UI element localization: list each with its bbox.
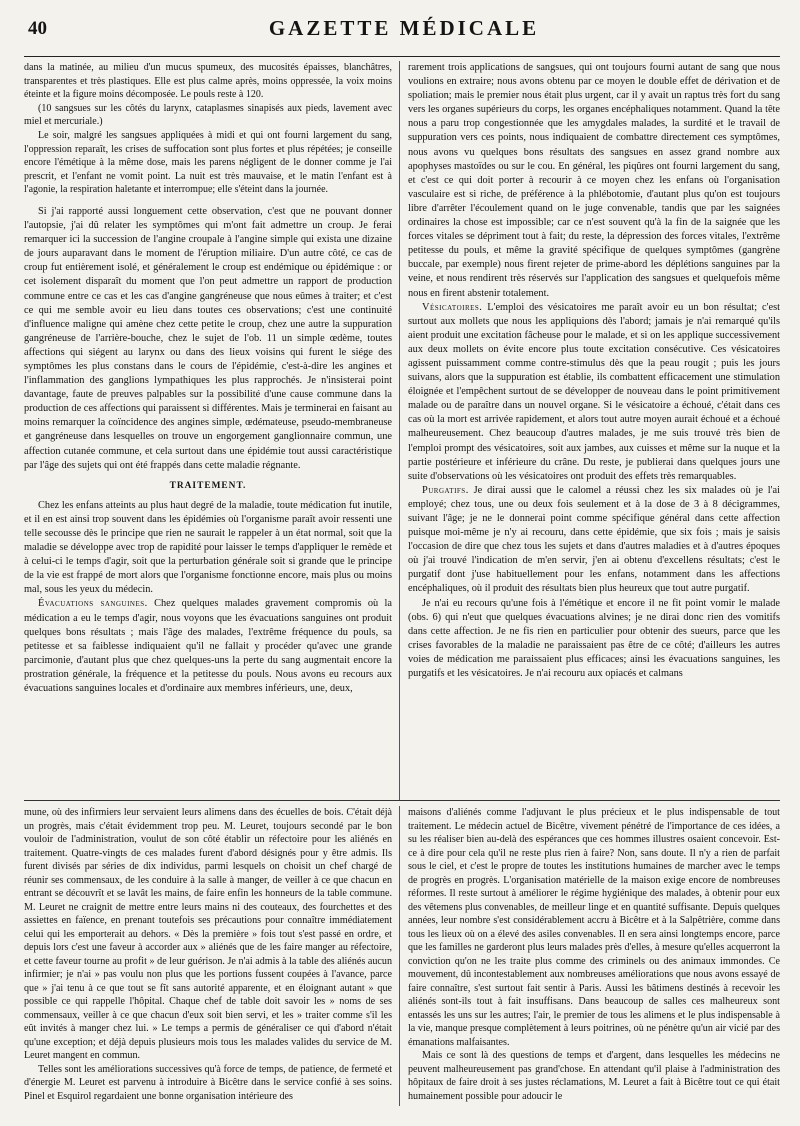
paragraph-text: L'emploi des vésicatoires me paraît avoir eu un bon résultat; c'est surtout aux mollets que nous les appliquions dès l'abord; jamais je n'ai remarqué qu'ils aient produit une excitation fâcheuse pour le malade, et si on les applique successivement aux deux mollets on évite encore plus toute excitation consécutive. Ces vésicatoires agissent puissamment comme contre-stimulus dès que la peau rougit ; puis les jours suivans, alors que la suppuration est établie, ils combattent efficacement une stimulation éloignée et l'empêchent surtout de se développer de nouveau dans le point primitivement malade ou de paraître dans un nouvel organe. Si le vésicatoire a échoué, c'était dans ces cas où la mort est arrivée rapidement, et alors tout autre moyen aurait échoué et a échoué malheureusement. Chez beaucoup d'autres malades, je me suis trouvé très bien de l'emploi prompt des vésicatoires, soit aux jambes, aux cuisses et même sur la nuque et la partie postérieure et inférieure du crâne. Du reste, je publierai dans quelques jours une suite d'observations où les vésicatoires ont produit des effets très remarquables. — [408, 301, 780, 482]
header-rule — [24, 56, 780, 57]
paragraph: Mais ce sont là des questions de temps et d'argent, dans lesquelles les médecins ne peuvent malheureusement pas grand'chose. En attendant qu'il plaise à l'administration des hôpitaux de faire droit à ses justes réclamations, M. Leuret a fait à Bicêtre tout ce qui était humainement possible pour adoucir le — [408, 1050, 780, 1102]
paragraph: Telles sont les améliorations successives qu'à force de temps, de patience, de fermeté et d'énergie M. Leuret est parvenu à introduire à Bicêtre dans le service confié à ses soins. Pinel et Esquirol regardaient une bonne organisation intérieure des — [24, 1063, 392, 1102]
column-top-left — [24, 61, 392, 696]
journal-title: GAZETTE MÉDICALE — [268, 16, 540, 40]
section-heading: TRAITEMENT. — [169, 480, 247, 491]
paragraph-text: Je dirai aussi que le calomel a réussi chez les six malades où je l'ai employé; chez tous, une ou deux fois seulement et à la dose de 3 à 8 décigrammes, suivant l'âge; je ne le donnerai point comme spécifique général dans cette affection puisque moi-même je n'y ai recouru, dans cette épidémie, que six fois ; mais je saisis l'occasion de dire que chez tous les sujets et dans d'autres maladies et à d'autres époques où j'ai trouvé l'indication de m'en servir, j'en ai obtenu d'excellens résultats; c'est le purgatif dont j'use habituellement pour les enfans, notamment dans les affections encéphaliques, où il produit des résultats bien plus heureux que tout autre purgatif. — [408, 484, 780, 595]
page-number: 40 — [28, 18, 47, 39]
column-divider — [399, 61, 400, 801]
paragraph: Si j'ai rapporté aussi longuement cette observation, c'est que ne pouvant donner l'autopsie, j'ai dû relater les symptômes qui m'ont fait admettre un croup. Je ferai remarquer ici la succession de l'angine croupale à l'angine simple qui exista une dizaine de jours auparavant dans le moment de l'éruption miliaire. D'un autre côté, ce cas de croup fut entièrement isolé, et généralement le croup est endémique ou épidémique : or cet isolement disparaît du moment que l'on peut admettre un rapport de production commune entre ce cas et les cas d'angine gangréneuse que nous eûmes à traiter; et c'est ce qui me semble avoir eu lieu dans toutes ces observations; c'est une continuité d'influence maligne qui amène chez cette petite le croup, chez une autre la suppuration gangréneuse de l'arrière-bouche, chez le sujet de l'ob. 11 un simple œdème, toutes affections qui siégent au larynx ou dans des lieux voisins qui furent le siége des symptômes les plus constans dans le cours de l'épidémie, c'est-à-dire les angines et l'inflammation des ganglions lympathiques les plus rapprochés. Je n'insisterai point davantage, faute de preuves palpables sur la possibilité d'une cause commune dans la production de ces affections qui paraissent si différentes. Mais je terminerai en faisant au moins remarquer la coïncidence des angines simple, œdémateuse, pseudo-membraneuse et gangréneuse dans lesquelles on trouve un engorgement ganglionnaire commun, une affection cutanée commune, et cela surtout dans une épidémie tout aussi caractéristique par l'âge des sujets qui ont été frappés dans cette maladie régnante. — [24, 205, 392, 471]
run-in-heading: Vésicatoires. — [422, 301, 483, 313]
paragraph: maisons d'aliénés comme l'adjuvant le plus précieux et le plus indispensable de tout traitement. Le médecin actuel de Bicêtre, vivement pénétré de l'importance de ces idées, a su les réaliser bien au-delà des espérances que ces hommes illustres osaient concevoir. Est-ce à dire pour cela qu'il ne reste plus rien à faire? Non, sans doute. Il n'y a rien de parfait sous le ciel, et c'est le propre de toutes les institutions humaines de marcher avec le temps de progrès en progrès. L'organisation matérielle de la maison exige encore de nombreuses réformes. Il reste surtout à améliorer le régime hygiénique des malades, à obtenir pour eux des vêtemens plus convenables, de meilleur linge et en quantité suffisante. Depuis quelques années, leur nombre s'est considérablement accru à Bicêtre et à la Salpêtrière, comme dans tous les lieux où on a élevé des asiles convenables. Il en sera ainsi longtemps encore, parce que les familles ne garderont plus leurs malades près d'elles, à mesure qu'elles acquerront la conviction qu'on ne les traite plus comme des criminels ou des animaux immondes. Ce mouvement, dû incontestablement aux nombreuses améliorations que nous avons essayé de faire connaître, s'est surtout fait sentir à Paris. Aussi les bâtimens destinés à recevoir les aliénés sont-ils tout à fait insuffisans. Dans beaucoup de salles ces malheureux sont entassés les uns sur les autres; l'air, le premier de tous les alimens et le plus indispensable à la vie, manque presque complètement à leurs poitrines, où ne pénètre qu'un air vicié par des émanations malfaisantes. — [408, 807, 780, 1048]
run-in-heading: Purgatifs. — [422, 484, 469, 496]
paragraph: Chez les enfans atteints au plus haut degré de la maladie, toute médication fut inutile, et il en est ainsi trop souvent dans les épidémies où l'organisme paraît avoir ressenti une telle secousse dès le principe que rien ne saurait le rappeler à un état normal, soit que la maladie se développe avec trop de rapidité pour laisser le temps d'appliquer le remède et à celui-ci le temps d'agir, soit que la perturbation générale soit si grande que le principe de la vie est frappé de mort alors que l'organisme fonctionne encore, mais plus ou moins mal, sous les yeux du médecin. — [24, 499, 392, 596]
run-in-heading: Évacuations sanguines. — [38, 598, 148, 610]
column-divider — [399, 806, 400, 1106]
paragraph: dans la matinée, au milieu d'un mucus spumeux, des mucosités épaisses, blanchâtres, transparentes et très plastiques. Elle est plus calme après, moins oppressée, la voix moins éteinte et la figure moins décomposée. Le pouls reste à 120. — [24, 62, 392, 101]
paragraph-text: Chez quelques malades gravement compromis où la médication a eu le temps d'agir, nous voyons que les évacuations sanguines ont produit quelques bons résultats ; mais l'âge des malades, l'extrême fréquence du pouls, sa petitesse et sa faiblesse indiquaient qu'il ne fallait y procéder qu'avec une grande parcimonie, d'autant plus que chez quelques-uns la perte du sang augmentait encore la prostration générale, la fréquence et la petitesse du pouls. Nous avons eu recours aux évacuations sanguines locales et d'ordinaire aux membres inférieurs, une, deux, — [24, 598, 392, 695]
column-top-right — [408, 61, 780, 681]
section-divider — [24, 800, 780, 801]
paragraph: Le soir, malgré les sangsues appliquées à midi et qui ont fourni largement du sang, l'oppression reparaît, les crises de suffocation sont plus fortes et plus répétées; je conseille encore l'émétique à la même dose, mais les parens négligent de le donner comme je l'ai prescrit, et l'enfant ne vomit point. La nuit est très mauvaise, et le matin l'enfant est à l'agonie, la respiration haletante et interrompue; elle s'éteint dans la journée. — [24, 129, 392, 196]
column-bottom-left — [24, 806, 392, 1103]
paragraph — [408, 484, 780, 597]
paragraph: (10 sangsues sur les côtés du larynx, cataplasmes sinapisés aux pieds, lavement avec miel et mercuriale.) — [24, 102, 392, 128]
column-bottom-right — [408, 806, 780, 1103]
paragraph — [408, 301, 780, 484]
paragraph: rarement trois applications de sangsues, qui ont toujours fourni autant de sang que nous voulions en extraire; nous avons obtenu par ce moyen le double effet de dérivation et de spoliation; mais le premier nous était plus urgent, car il y avait un raptus très fort du sang vers les organes supérieurs du corps, les organes encéphaliques notamment. Quand la tête nous a paru trop congestionnée que les amygdales malades, la surdité et le travail de suppuration vers ces points, nous indiquaient de combattre directement ces symptômes, nous avons vu quelques bons résultats des sangsues en assez grand nombre aux apophyses mastoïdes ou sur le cou. En général, les piqûres ont fourni largement du sang, et c'est ce qui doit porter à recourir à ce moyen chez les enfans où l'organisation vasculaire est si riche, de préférence à la phlébotomie, d'autant plus qu'on est toujours libre d'arrêter l'écoulement quand on le juge convenable, tandis que par les saignées ordinaires la chose est impossible; car ce n'est souvent qu'à la fin de la saignée que les forces vitales se dépriment tout à fait; du reste, la dépression des forces vitales, l'extrême petitesse du pouls, et même la gravité spécifique de quelques symptômes (gangrène buccale, par exemple) nous firent rejeter de prime-abord les déplétions sanguines par la veine, et nous rendirent très réservés sur l'application des sangsues et quelquefois même nous en firent abstenir totalement. — [408, 62, 780, 299]
paragraph: Je n'ai eu recours qu'une fois à l'émétique et encore il ne fit point vomir le malade (obs. 6) qui n'eut que quelques évacuations alvines; je ne dirai donc rien des vomitifs dans cette affection. Je ne fis rien en particulier pour obtenir des sueurs, parce que les crises favorables de la maladie ne paraissaient pas être de ce côté; d'ailleurs les autres voies de médication me paraissaient plus efficaces; ainsi les évacuations sanguines, les purgatifs et les vésicatoires. Je n'ai recouru aux opiacés et calmans — [408, 597, 780, 680]
page-header — [28, 18, 780, 48]
paragraph — [24, 597, 392, 696]
paragraph: mune, où des infirmiers leur servaient leurs alimens dans des écuelles de bois. C'était déjà un progrès, mais c'était évidemment trop peu. M. Leuret, toujours secondé par le bon vouloir de l'administration, voulut de son côté établir un réfectoire pour les aliénés en traitement. Quatre-vingts de ces malades furent d'abord désignés pour y être admis. Ils furent divisés par séries de dix individus, parmi lesquels on choisit un chef chargé de réunir ses commensaux, de les conduire à la salle à manger, de veiller à ce que chacun en entrant se découvrît et se lavât les mains, de faire enfin les honneurs de la table commune. M. Leuret ne craignit de mettre entre leurs mains ni des couteaux, des fourchettes et des assiettes en faïence, en prenant toutefois ses précautions pour connaître immédiatement celui qui les emporterait au dehors. « Dès la première » fois tout s'est passé en ordre, et depuis lors c'est une faveur à accorder aux » aliénés que de les faire manger au réfectoire, et cette faveur tourne au profit » de leur guérison. Je n'ai admis à la table des aliénés aucun infirmier; je n'ai » pas voulu non plus que les portions fussent coupées à l'avance, parce que » j'ai tenu à ce que tout se fît sans autorité apparente, et en éloignant autant » que possible ce qui rappelle l'hôpital. Chaque chef de table doit savoir les » noms de ses commensaux, veiller à ce que chacun d'eux soit bien servi, et les » traiter comme s'il les eût invités à manger chez lui. » Le temps a permis de généraliser ce qui d'abord n'était qu'une exception; et déjà depuis plusieurs mois tous les malades valides du service de M. Leuret mangent en commun. — [24, 807, 392, 1061]
